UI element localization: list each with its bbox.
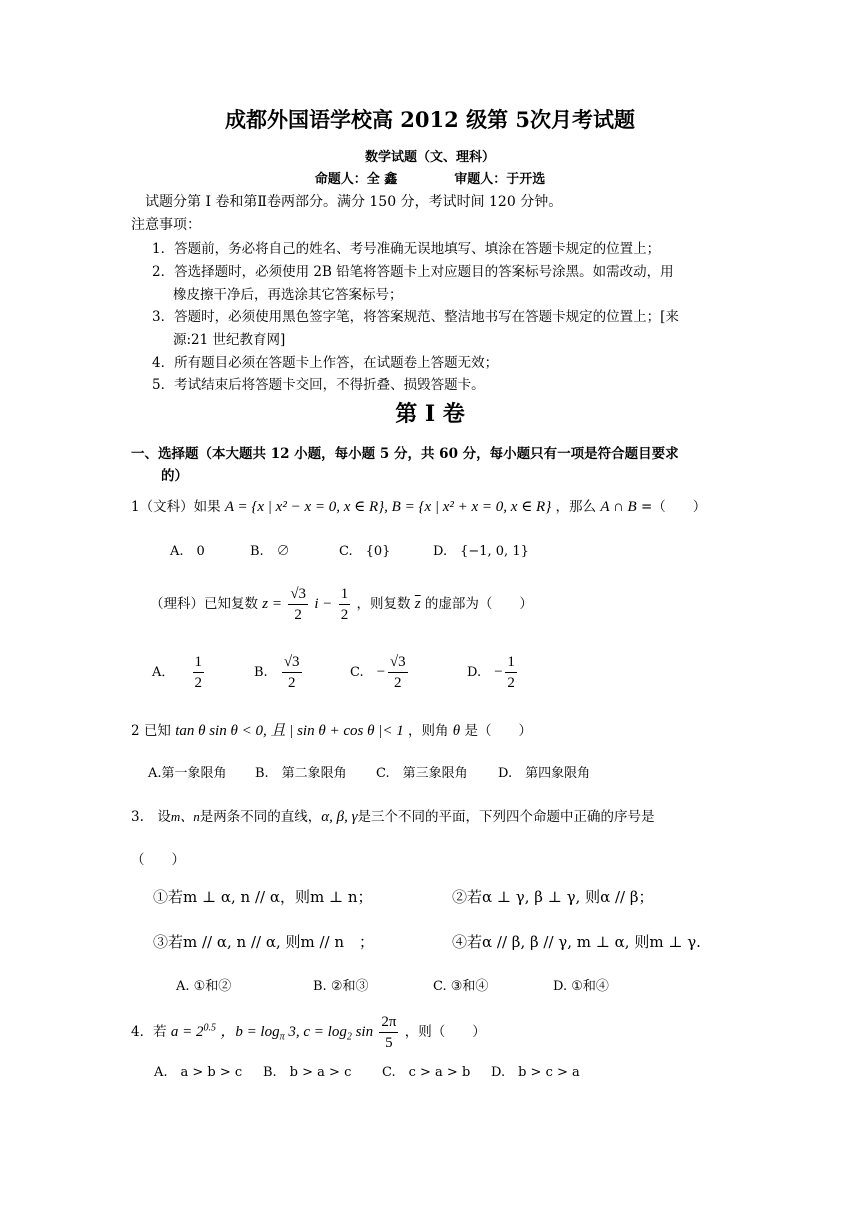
- q1-option-b: B. ∅: [250, 544, 290, 559]
- q3-option-a: A. ①和②: [176, 979, 232, 994]
- q4-fraction: $\frac{2\pi}{5}$: [381, 1014, 397, 1051]
- notice-item: 2．答选择题时，必须使用 2B 铅笔将答题卡上对应题目的答案标号涂黑。如需改动，用: [152, 264, 674, 280]
- section-heading-cont: 的）: [161, 468, 188, 484]
- q3-prop-3: ③若m // α, n // α, 则m // n ；: [153, 933, 375, 951]
- q3-option-b: B. ②和③: [313, 979, 369, 994]
- notice-item: 4．所有题目必须在答题卡上作答，在试题卷上答题无效；: [152, 355, 499, 371]
- q1-option-d: D. {−1, 0, 1}: [433, 544, 529, 559]
- notice-item: 3．答题时，必须使用黑色签字笔，将答案规范、整洁地书写在答题卡规定的位置上；[来: [152, 309, 679, 325]
- q3-prop-2: ②若α ⊥ γ, β ⊥ γ, 则α // β；: [452, 888, 654, 906]
- notice-item: 1．答题前，务必将自己的姓名、考号准确无误地填写、填涂在答题卡规定的位置上；: [152, 241, 661, 257]
- volume-title: 第 I 卷: [395, 401, 465, 427]
- q1li-option-d: D. − $\frac{1}{2}$: [467, 654, 515, 691]
- q1li-text: （理科）已知复数: [150, 596, 258, 612]
- q1li-option-a: A． $\frac{1}{2}$: [152, 654, 203, 691]
- q1li-fraction2: $\frac{1}{2}$: [340, 586, 349, 623]
- q1li-tail: 的虚部为（ ）: [424, 596, 533, 612]
- q2-option-d: D. 第四象限角: [498, 766, 591, 781]
- q2-option-c: C. 第三象限角: [376, 766, 468, 781]
- q1li-mid: i −: [314, 596, 333, 612]
- q2-formula: tan θ sin θ < 0, 且 | sin θ + cos θ |< 1: [175, 723, 404, 739]
- notice-item-cont: 橡皮擦干净后，再选涂其它答案标号；: [173, 287, 403, 303]
- q1li-zbar: $\overline{z}$: [414, 596, 421, 612]
- notice-heading: 注意事项：: [131, 217, 201, 233]
- intro-text: 试题分第 I 卷和第Ⅱ卷两部分。满分 150 分，考试时间 120 分钟。: [145, 194, 563, 210]
- q1li-text-end: ，则复数: [356, 596, 411, 612]
- q2-option-a: A.第一象限角: [148, 766, 227, 781]
- q1-text: 1（文科）如果: [131, 499, 221, 515]
- question-2: 2 已知 tan θ sin θ < 0, 且 | sin θ + cos θ |< 1 ，则角 θ 是（ ）: [131, 723, 532, 739]
- question-1-li: [150, 584, 533, 625]
- q3-option-d: D. ①和④: [553, 979, 609, 994]
- section-heading: 一、选择题（本大题共 12 小题，每小题 5 分，共 60 分，每小题只有一项是符合题目要求: [131, 446, 679, 462]
- q1-option-c: C. {0}: [339, 544, 391, 559]
- q3-option-c: C. ③和④: [433, 979, 489, 994]
- q2-option-b: B. 第二象限角: [255, 766, 347, 781]
- q4-option-d: D. b > c > a: [491, 1065, 580, 1080]
- q1li-option-c: C. − $\frac{√3}{2}$: [350, 654, 406, 691]
- q1-option-a: A. 0: [170, 544, 205, 559]
- q1-formula2: A ∩ B: [600, 499, 637, 515]
- author-label: 命题人：全 鑫: [314, 172, 398, 187]
- question-4: 4．若 $a = 2^{0.5}$ ，$b = \log_\pi 3$, $c = \log_2 \sin$ $\frac{2\pi}{5}$ ，则（ ）: [131, 1014, 486, 1051]
- question-3: 3. 设m、n是两条不同的直线，α, β, γ是三个不同的平面，下列四个命题中正确的序号是: [131, 809, 655, 825]
- notice-item-cont: 源:21 世纪教育网]: [173, 332, 286, 348]
- q4-option-b: B. b > a > c: [263, 1065, 352, 1080]
- notice-item: 5．考试结束后将答题卡交回，不得折叠、损毁答题卡。: [152, 377, 485, 393]
- q4-option-a: A. a > b > c: [154, 1065, 243, 1080]
- q4-option-c: C. c > a > b: [382, 1065, 471, 1080]
- exam-subtitle: 数学试题（文、理科）: [364, 150, 495, 165]
- q1-paren: =（ ）: [641, 499, 707, 515]
- question-1-wen: [131, 495, 706, 516]
- q3-prop-4: ④若α // β, β // γ, m ⊥ α, 则m ⊥ γ.: [452, 933, 701, 951]
- q1-formula: A = {x | x² − x = 0, x ∈ R}, B = {x | x² + x = 0, x ∈ R}: [224, 499, 552, 515]
- q1li-option-b: B. $\frac{√3}{2}$: [254, 654, 300, 691]
- reviewer-label: 审题人：于开选: [454, 172, 546, 187]
- authors-line: [0, 168, 860, 187]
- q1li-fraction: $\frac{√3}{2}$: [290, 586, 307, 623]
- q3-prop-1: ①若m ⊥ α, n // α，则m ⊥ n；: [153, 888, 373, 906]
- q1li-z: z =: [262, 596, 283, 612]
- exam-title: 成都外国语学校高 2012 级第 5次月考试题: [225, 107, 635, 132]
- question-3-paren: （ ）: [131, 852, 185, 868]
- q1-text-end: ，那么: [555, 499, 597, 515]
